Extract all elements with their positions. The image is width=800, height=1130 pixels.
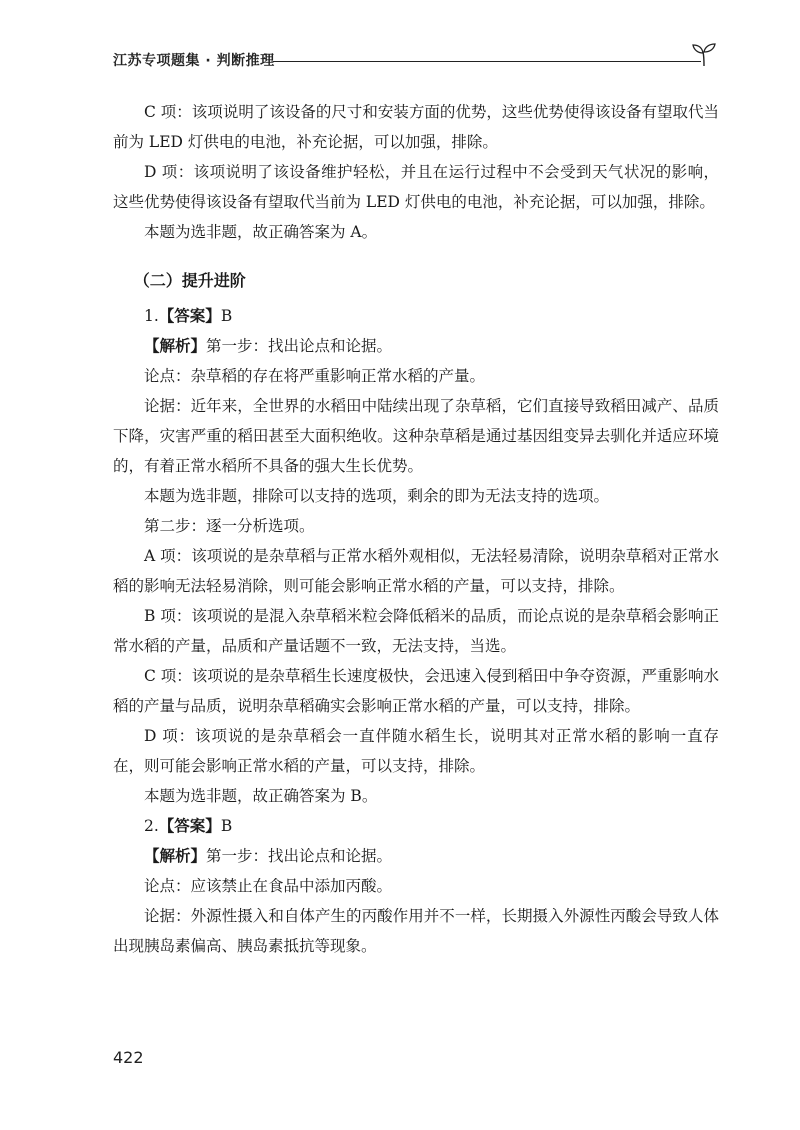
paragraph: D 项：该项说明了该设备维护轻松，并且在运行过程中不会受到天气状况的影响，这些优势使得该设备有望取代当前为 LED 灯供电的电池，补充论据，可以加强，排除。 (113, 163, 719, 211)
q1-analysis-tag: 【解析】 (144, 337, 207, 355)
page-content (113, 97, 719, 961)
q2-analysis-line (113, 841, 719, 871)
q1-analysis-line (113, 331, 719, 361)
paragraph: 论据：近年来，全世界的水稻田中陆续出现了杂草稻，它们直接导致稻田减产、品质下降，灾害严重的稻田甚至大面积绝收。这种杂草稻是通过基因组变异去驯化并适应环境的，有着正常水稻所不具备的强大生长优势。 (113, 397, 719, 475)
paragraph: 本题为选非题，故正确答案为 A。 (144, 223, 378, 241)
header-rule (273, 61, 701, 62)
q1-answer-value: B (220, 307, 233, 325)
paragraph: 本题为选非题，排除可以支持的选项，剩余的即为无法支持的选项。 (144, 487, 610, 505)
q2-answer-tag: 【答案】 (158, 817, 221, 835)
q2-number: 2. (144, 817, 159, 835)
section-heading: （二）提升进阶 (133, 271, 246, 290)
q1-number: 1. (144, 307, 159, 325)
q2-answer-line (113, 811, 719, 841)
page-number: 422 (113, 1048, 144, 1067)
paragraph: 论点：杂草稻的存在将严重影响正常水稻的产量。 (144, 367, 486, 385)
paragraph: 第二步：逐一分析选项。 (144, 517, 315, 535)
q1-answer-line (113, 301, 719, 331)
header-title: 江苏专项题集 · 判断推理 (113, 53, 275, 69)
sprout-icon (691, 42, 717, 68)
q2-analysis-tag: 【解析】 (144, 847, 207, 865)
q1-answer-tag: 【答案】 (158, 307, 221, 325)
paragraph: B 项：该项说的是混入杂草稻米粒会降低稻米的品质，而论点说的是杂草稻会影响正常水稻的产量，品质和产量话题不一致，无法支持，当选。 (113, 607, 719, 655)
paragraph: 本题为选非题，故正确答案为 B。 (144, 787, 378, 805)
paragraph: C 项：该项说的是杂草稻生长速度极快，会迅速入侵到稻田中争夺资源，严重影响水稻的产量与品质，说明杂草稻确实会影响正常水稻的产量，可以支持，排除。 (113, 667, 719, 715)
paragraph: 论据：外源性摄入和自体产生的丙酸作用并不一样，长期摄入外源性丙酸会导致人体出现胰岛素偏高、胰岛素抵抗等现象。 (113, 907, 719, 955)
paragraph: 论点：应该禁止在食品中添加丙酸。 (144, 877, 393, 895)
q2-answer-value: B (220, 817, 233, 835)
q1-analysis-first: 第一步：找出论点和论据。 (206, 337, 393, 355)
paragraph: A 项：该项说的是杂草稻与正常水稻外观相似，无法轻易清除，说明杂草稻对正常水稻的影响无法轻易消除，则可能会影响正常水稻的产量，可以支持，排除。 (113, 547, 719, 595)
running-header (113, 42, 717, 74)
paragraph: D 项：该项说的是杂草稻会一直伴随水稻生长，说明其对正常水稻的影响一直存在，则可能会影响正常水稻的产量，可以支持，排除。 (113, 727, 719, 775)
paragraph: C 项：该项说明了该设备的尺寸和安装方面的优势，这些优势使得该设备有望取代当前为 LED 灯供电的电池，补充论据，可以加强，排除。 (113, 103, 719, 151)
q2-analysis-first: 第一步：找出论点和论据。 (206, 847, 393, 865)
